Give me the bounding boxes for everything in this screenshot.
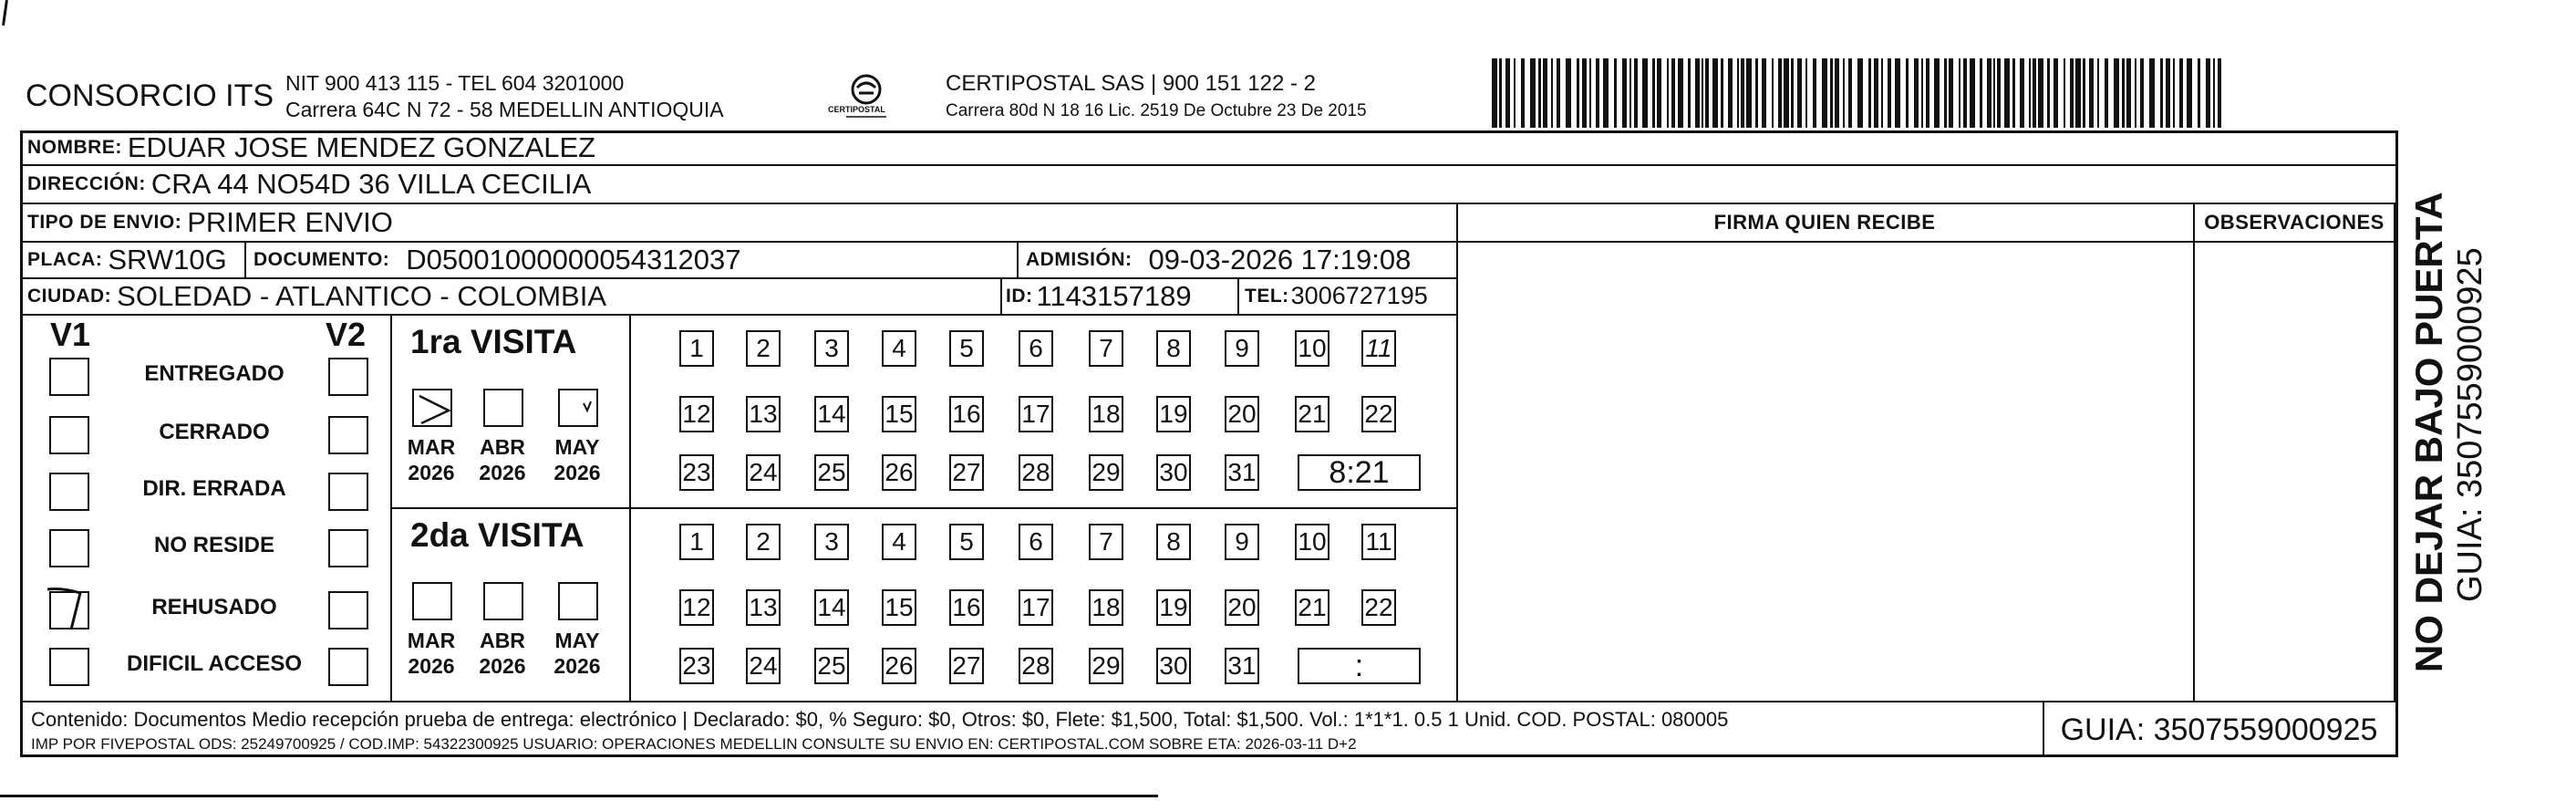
day-box[interactable]: 9 (1225, 524, 1259, 560)
barcode-bar (1944, 58, 1947, 128)
v1-checkbox[interactable] (49, 648, 89, 686)
side-guia: GUIA: 3507559000925 (2451, 247, 2489, 602)
day-box[interactable]: 5 (949, 524, 984, 560)
day-box[interactable]: 23 (679, 648, 714, 684)
barcode-bar (1895, 58, 1900, 128)
ciudad-value: SOLEDAD - ATLANTICO - COLOMBIA (117, 279, 607, 312)
barcode-bar (1980, 58, 1982, 128)
barcode-bar (1667, 58, 1669, 128)
visit-title: 1ra VISITA (410, 323, 577, 360)
day-box[interactable]: 1 (679, 524, 714, 560)
v2-checkbox[interactable] (328, 529, 368, 567)
barcode-bar (1914, 58, 1919, 128)
tipo-envio-label: TIPO DE ENVIO: (27, 212, 182, 233)
year-label: 2026 (408, 461, 455, 484)
day-box[interactable]: 10 (1295, 330, 1329, 367)
barcode-bar (1934, 58, 1940, 128)
barcode-bar (2198, 58, 2200, 128)
month-label: MAY (554, 435, 600, 459)
day-box[interactable]: 8 (1156, 524, 1191, 560)
barcode-bar (2083, 58, 2085, 128)
status-label: NO RESIDE (153, 533, 275, 557)
month-checkbox[interactable] (412, 582, 452, 620)
barcode-bar (2126, 58, 2131, 128)
barcode-bar (1688, 58, 1691, 128)
month-label: ABR (480, 435, 525, 459)
v1-checkbox[interactable] (49, 529, 89, 567)
day-box[interactable]: 2 (746, 524, 781, 560)
day-box[interactable]: 22 (1361, 589, 1396, 626)
barcode-bar (2064, 58, 2065, 128)
corner-mark (2, 0, 8, 26)
status-label: DIR. ERRADA (142, 476, 286, 501)
barcode-bar (1499, 58, 1502, 128)
observaciones-header: OBSERVACIONES (2204, 211, 2385, 234)
day-box[interactable]: 20 (1225, 589, 1259, 626)
v1-checkbox[interactable] (49, 358, 89, 396)
day-box[interactable]: 18 (1089, 396, 1123, 432)
day-box[interactable]: 10 (1295, 524, 1329, 560)
barcode-bar (1521, 58, 1525, 128)
month-label: MAR (407, 629, 456, 652)
barcode-bar (2166, 58, 2170, 128)
day-box[interactable]: 26 (882, 454, 916, 491)
day-box[interactable]: 21 (1295, 589, 1329, 626)
bottom-rule (0, 795, 1158, 797)
ciudad-label: CIUDAD: (27, 285, 112, 307)
barcode-bar (1596, 58, 1599, 128)
certipostal-logo-text: CERTIPOSTAL (828, 105, 885, 114)
month-label: MAY (554, 629, 600, 652)
day-box[interactable]: 5 (949, 330, 984, 367)
barcode-bar (1634, 58, 1638, 128)
month-checkbox[interactable] (412, 389, 452, 427)
day-box[interactable]: 27 (949, 454, 984, 491)
barcode-bar (1577, 58, 1579, 128)
day-box[interactable]: 19 (1156, 396, 1191, 432)
day-box[interactable]: 7 (1089, 524, 1123, 560)
time-box[interactable]: 8:21 (1298, 454, 1421, 491)
barcode-bar (1505, 58, 1510, 128)
barcode-bar (1843, 58, 1845, 128)
day-box[interactable]: 11 (1361, 524, 1396, 560)
barcode-bar (1530, 58, 1536, 128)
barcode-bar (1822, 58, 1827, 128)
day-box[interactable]: 12 (679, 589, 714, 626)
barcode-bar (2012, 58, 2015, 128)
barcode-bar (1835, 58, 1839, 128)
day-box[interactable]: 30 (1156, 648, 1191, 684)
admision-label: ADMISIÓN: (1026, 248, 1133, 270)
barcode-bar (1997, 58, 2001, 128)
v2-checkbox[interactable] (328, 358, 368, 396)
year-label: 2026 (479, 461, 526, 484)
barcode-bar (1959, 58, 1960, 128)
placa-value: SRW10G (108, 243, 227, 276)
month-label: ABR (480, 629, 525, 652)
barcode-bar (2160, 58, 2163, 128)
day-box[interactable]: 6 (1019, 330, 1053, 367)
day-box[interactable]: 2 (746, 330, 781, 367)
barcode-bar (1721, 58, 1723, 128)
day-box[interactable]: 20 (1225, 396, 1259, 432)
footer-contenido: Contenido: Documentos Medio recepción prueba de entrega: electrónico | Declarado: $0, % Seguro: $0, Otros: $0, Flete: $1,500, Total: $1,500. Vol.: 1*1*1. 0.5 1 Unid. COD. POSTAL: 080005 (31, 708, 1729, 731)
v1-checkbox[interactable] (49, 473, 89, 511)
barcode-bar (1652, 58, 1655, 128)
day-box[interactable]: 1 (679, 330, 714, 367)
day-box[interactable]: 31 (1225, 648, 1259, 684)
barcode-bar (1778, 58, 1782, 128)
tel-label: TEL: (1245, 285, 1289, 307)
day-box[interactable]: 4 (882, 330, 916, 367)
barcode-bar (1848, 58, 1852, 128)
time-box[interactable]: : (1298, 648, 1421, 684)
day-box[interactable]: 24 (746, 454, 781, 491)
day-box[interactable]: 23 (679, 454, 714, 491)
barcode-bar (2114, 58, 2119, 128)
v1-checkbox[interactable] (49, 416, 89, 454)
status-label: CERRADO (159, 420, 270, 444)
day-box[interactable]: 3 (814, 330, 849, 367)
footer-imp: IMP POR FIVEPOSTAL ODS: 25249700925 / COD.IMP: 54322300925 USUARIO: OPERACIONES MEDELLIN CONSULTE SU ENVIO EN: CERTIPOSTAL.COM SOBRE ETA: 2026-03-11 D+2 (31, 735, 1357, 753)
day-box[interactable]: 21 (1295, 396, 1329, 432)
barcode-bar (1813, 58, 1816, 128)
v2-checkbox[interactable] (328, 648, 368, 686)
day-box[interactable]: 8 (1156, 330, 1191, 367)
day-box[interactable]: 31 (1225, 454, 1259, 491)
tel-value: 3006727195 (1290, 282, 1428, 309)
day-box[interactable]: 6 (1019, 524, 1053, 560)
day-box[interactable]: 13 (746, 396, 781, 432)
certipostal-logo-icon (839, 69, 894, 124)
barcode-bar (1514, 58, 1516, 128)
day-box[interactable]: 9 (1225, 330, 1259, 367)
barcode-bar (2135, 58, 2136, 128)
day-box[interactable]: 19 (1156, 589, 1191, 626)
year-label: 2026 (408, 654, 455, 678)
barcode-bar (1629, 58, 1631, 128)
barcode-bar (1582, 58, 1587, 128)
day-box[interactable]: 16 (949, 396, 984, 432)
barcode-bar (2149, 58, 2155, 128)
barcode-bar (1784, 58, 1789, 128)
v2-checkbox[interactable] (328, 591, 368, 629)
barcode-bar (2054, 58, 2058, 128)
year-label: 2026 (553, 654, 601, 678)
barcode-bar (2122, 58, 2125, 128)
barcode-bar (1963, 58, 1967, 128)
barcode-bar (1728, 58, 1733, 128)
v2-checkbox[interactable] (328, 416, 368, 454)
documento-value: D05001000000054312037 (406, 243, 741, 276)
day-box[interactable]: 17 (1019, 589, 1053, 626)
barcode-bar (1589, 58, 1591, 128)
barcode-bar (2206, 58, 2210, 128)
status-label: ENTREGADO (144, 361, 284, 386)
firma-header: FIRMA QUIEN RECIBE (1713, 211, 1936, 234)
tipo-envio-value: PRIMER ENVIO (187, 206, 393, 238)
barcode-bar (1678, 58, 1683, 128)
barcode-bar (1874, 58, 1878, 128)
day-box[interactable]: 29 (1089, 454, 1123, 491)
year-label: 2026 (553, 461, 601, 484)
company-address: Carrera 64C N 72 - 58 MEDELLIN ANTIOQUIA (285, 98, 724, 121)
barcode-bar (1791, 58, 1794, 128)
barcode-bar (1657, 58, 1661, 128)
day-box[interactable]: 28 (1019, 648, 1053, 684)
barcode-bar (2004, 58, 2010, 128)
id-label: ID: (1006, 285, 1033, 307)
documento-label: DOCUMENTO: (253, 248, 390, 270)
barcode-bar (1551, 58, 1553, 128)
month-checkbox[interactable] (483, 582, 523, 620)
footer-guia: GUIA: 3507559000925 (2060, 712, 2378, 747)
barcode-bar (2218, 58, 2221, 128)
barcode-bar (2140, 58, 2144, 128)
side-warning: NO DEJAR BAJO PUERTA (2407, 192, 2450, 672)
barcode-bar (1741, 58, 1744, 128)
day-box[interactable]: 3 (814, 524, 849, 560)
barcode-bar (1543, 58, 1547, 128)
barcode-bar (1603, 58, 1609, 128)
id-value: 1143157189 (1036, 279, 1192, 312)
company-nit: NIT 900 413 115 - TEL 604 3201000 (285, 71, 625, 95)
barcode-bar (2105, 58, 2108, 128)
nombre-value: EDUAR JOSE MENDEZ GONZALEZ (127, 130, 596, 163)
day-box[interactable]: 25 (814, 454, 849, 491)
barcode-bar (1557, 58, 1560, 128)
barcode-bar (2029, 58, 2031, 128)
barcode-bar (2033, 58, 2036, 128)
barcode-bar (1926, 58, 1929, 128)
barcode-bar (1949, 58, 1953, 128)
barcode-bar (1921, 58, 1923, 128)
barcode-bar (1538, 58, 1541, 128)
barcode-bar (1881, 58, 1883, 128)
day-box[interactable]: 26 (882, 648, 916, 684)
carrier-name: CERTIPOSTAL SAS | 900 151 122 - 2 (946, 71, 1316, 96)
barcode-bar (1671, 58, 1675, 128)
barcode-bar (1906, 58, 1909, 128)
carrier-license: Carrera 80d N 18 16 Lic. 2519 De Octubre 23 De 2015 (946, 101, 1367, 120)
placa-label: PLACA: (27, 248, 103, 270)
barcode-bar (1970, 58, 1975, 128)
v1-checkbox[interactable] (49, 591, 89, 629)
day-box[interactable]: 18 (1089, 589, 1123, 626)
direccion-value: CRA 44 NO54D 36 VILLA CECILIA (150, 168, 592, 200)
day-box[interactable]: 13 (746, 589, 781, 626)
direccion-label: DIRECCIÓN: (27, 173, 146, 194)
barcode-bar (2047, 58, 2050, 128)
barcode-bar (1830, 58, 1833, 128)
barcode-bar (1888, 58, 1891, 128)
barcode-bar (1614, 58, 1617, 128)
barcode (1492, 58, 2221, 128)
barcode-bar (1987, 58, 1991, 128)
company-name: CONSORCIO ITS (26, 78, 274, 113)
day-box[interactable]: 15 (882, 396, 916, 432)
month-checkbox[interactable] (558, 389, 598, 427)
barcode-bar (2179, 58, 2183, 128)
day-box[interactable]: 14 (814, 589, 849, 626)
nombre-label: NOMBRE: (27, 136, 122, 158)
barcode-bar (1712, 58, 1718, 128)
day-box[interactable]: 27 (949, 648, 984, 684)
barcode-bar (1566, 58, 1571, 128)
day-box[interactable]: 16 (949, 589, 984, 626)
v2-label: V2 (326, 316, 367, 353)
day-box[interactable]: 22 (1361, 396, 1396, 432)
barcode-bar (1755, 58, 1758, 128)
barcode-bar (1622, 58, 1627, 128)
barcode-bar (1772, 58, 1774, 128)
barcode-bar (2089, 58, 2094, 128)
day-box[interactable]: 28 (1019, 454, 1053, 491)
barcode-bar (2187, 58, 2192, 128)
day-box[interactable]: 15 (882, 589, 916, 626)
month-label: MAR (407, 435, 456, 459)
barcode-bar (2097, 58, 2099, 128)
barcode-bar (1868, 58, 1871, 128)
barcode-bar (1746, 58, 1752, 128)
barcode-bar (1993, 58, 1995, 128)
barcode-bar (2020, 58, 2024, 128)
barcode-bar (1737, 58, 1739, 128)
barcode-bar (2075, 58, 2081, 128)
admision-value: 09-03-2026 17:19:08 (1148, 243, 1412, 276)
barcode-bar (1492, 58, 1497, 128)
status-label: REHUSADO (151, 595, 277, 619)
barcode-bar (1642, 58, 1648, 128)
day-box[interactable]: 30 (1156, 454, 1191, 491)
barcode-bar (1797, 58, 1802, 128)
barcode-bar (1705, 58, 1709, 128)
day-box[interactable]: 4 (882, 524, 916, 560)
status-label: DIFICIL ACCESO (126, 651, 302, 676)
day-box[interactable]: 11 (1361, 330, 1396, 367)
year-label: 2026 (479, 654, 526, 678)
month-checkbox[interactable] (483, 389, 523, 427)
v1-label: V1 (50, 316, 91, 353)
barcode-bar (1762, 58, 1766, 128)
v2-checkbox[interactable] (328, 473, 368, 511)
day-box[interactable]: 25 (814, 648, 849, 684)
day-box[interactable]: 24 (746, 648, 781, 684)
day-box[interactable]: 14 (814, 396, 849, 432)
day-box[interactable]: 7 (1089, 330, 1123, 367)
barcode-bar (1702, 58, 1703, 128)
barcode-bar (1695, 58, 1700, 128)
day-box[interactable]: 29 (1089, 648, 1123, 684)
day-box[interactable]: 17 (1019, 396, 1053, 432)
barcode-bar (2173, 58, 2175, 128)
barcode-bar (1805, 58, 1807, 128)
day-box[interactable]: 12 (679, 396, 714, 432)
barcode-bar (1857, 58, 1863, 128)
visit-title: 2da VISITA (410, 516, 585, 554)
barcode-bar (2038, 58, 2043, 128)
barcode-bar (2213, 58, 2215, 128)
month-checkbox[interactable] (558, 582, 598, 620)
barcode-bar (2070, 58, 2074, 128)
